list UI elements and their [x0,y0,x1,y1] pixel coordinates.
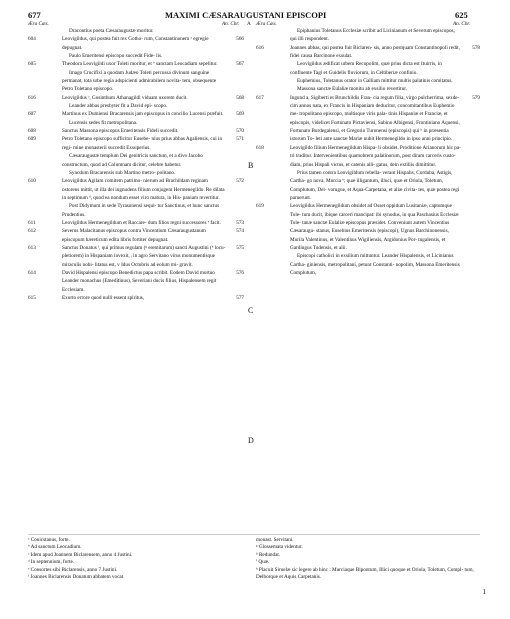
entry-text: Sanctus Donatus ᶠ, qui primus regulam (ᵍ eremitarum) sancti Augustini (ʰ locu- pletiorem) in Hispaniam invexit, ᵢ in agro Servitano virus monumentisque miraculis nobi- litatus est, v Idus Octobris ad eolum mi- gravit. [62,244,226,268]
entry-text: Leovigildo filium Hermenegildum Hispa- li obsidet. Proditione Arianorum hic pa- tri traditur. Intervenientibus quamobrem palatinorum, post diram carceris custo- diam, prius Hispali victus, et catenis alli- gatus, dein extiliis dimittitur. [290,144,461,168]
era-year: 616 [256,44,264,51]
chronicle-entry [256,27,480,44]
era-label-right: Æra Cæs. [256,21,277,27]
chronicle-entry [256,44,480,61]
chronicle-entry [28,69,244,94]
chronicle-entry [28,119,244,127]
entry-text: Leovigildus ædificat urbem Recopolim, quæ prius dicta est Ituirris, in confluente Tagi et Guidelis fluviorum, in Celtiberiæ confinio. [290,61,442,76]
entry-text: Dracontius poeta Cæsaraugustæ moritur. [69,28,154,34]
entry-text: Euphemius, Toletanus orator in Galliam mittitur multis palatinis comitatus. [297,78,453,85]
entry-text: Ingund a, Sigiberti et Brunchildis Fran- cia regum filia, virgo pulcherrima, sexde- cim annos nata, ex Francis in Hispaniam deducitur, concomitantibus Euphemio me- tropolitano episcopo, multisque viris pala- tinis Hispaniæ et Franciæ, et episcopis, videlicet Fortunato Pictaviensi, Sabino Albigensi, Frontiniano Aquensi, Fortunato Burdegalensi, et Gregorio Turonensi (episcopis) qui ᵏ in præsentia istorum To- leti ante sanctæ Mariæ nubit Hermenegildo in ipso anni principio. [290,94,460,143]
chronicle-entry [256,85,480,93]
right-column [256,27,480,277]
entry-text: Leovigildus Hermenegildum et Raccare- dum filios regni successores ᵉ facit. [62,219,221,226]
entry-text: Syncdum Bracarensis sub Martino metro- politano. [69,169,176,176]
margin-marker-a: A [247,21,251,27]
chronicle-entry [256,60,480,77]
footnote: ᵃ Conicstanus, forte. [28,537,70,543]
margin-marker-c: C [248,306,254,315]
era-year: 605 [28,61,36,68]
era-year: 612 [28,228,36,235]
era-year: 616 [28,94,36,101]
footnote: ᶠ Joannes Biclarensis Donatum abbatem vocat [28,574,124,581]
christian-year: 578 [472,44,480,51]
era-year: 604 [28,36,36,43]
footnotes-right [256,537,480,581]
entry-text: Martinus ex Dumiensi Bracarensis jam episcopus in concilio Lucensi præfuit. [62,111,224,118]
era-year: 613 [28,244,36,251]
footnotes-left [28,537,244,581]
era-year: 607 [28,111,36,118]
chronicle-entry [28,27,244,35]
christian-year: 577 [236,295,244,301]
chronicle-entry [28,227,244,244]
era-year: 619 [256,203,264,210]
chronicle-entry [28,202,244,219]
entry-text: Epiphanius Toletanus Ecclesiæ scribit ad Licinianum et Severum episcopos, qui illi respondent. [290,28,455,43]
entry-text: Joannes abbas, qui postea fuit Biclaren- sis, anno postquam Constantinopoli redit, fidei causa Barcinone exsulat. [290,44,460,60]
entry-text: Exorto errore quod nulli essent spiritus, [62,295,145,301]
footnote: ᵈ In septennium, forte. [28,559,75,566]
an-label-right: An. Chr. [453,21,471,27]
christian-year: 576 [236,269,244,276]
entry-text: David Hispalensi episcopo Benedictus papa scribit. Eodem David mortuo Leander monachus (Emeditinus), Severiani ducis filius, Hispalensem regit Ecclesiam. [62,269,217,293]
era-year: 618 [256,144,264,151]
footnote: monast. Servitani. [256,537,294,543]
page-number-left: 677 [28,10,41,20]
entry-text: Imago Crucifixi a quodam Judæo Toleti percussa divinum sanguine permanat, tota urbe regia adspicienti admirabilem novita- tem, obsequente Petro Toletano episcopo. [62,69,217,93]
christian-year: 567 [236,61,244,68]
entry-text: Severus Malacitanus episcopus contra Vincentium Cæsaraugustanum episcopum hæreticum edita libris fortiter depugnat. [62,228,206,243]
footnote-rule [28,534,480,535]
christian-year: 570 [236,128,244,135]
entry-text: Lucensis sedes fit metropolitana. [69,119,138,126]
christian-year: 574 [236,228,244,235]
chronicle-entry [28,135,244,152]
christian-year: 572 [236,178,244,185]
footnote: ᵇ Ad sanctum Leocadium. [28,544,82,551]
margin-marker-d: D [248,436,254,445]
christian-year: 566 [236,36,244,43]
margin-marker-b: B [248,161,254,170]
page-number-bottom: 1 [482,588,486,596]
entry-text: Leander abbas presbyter fit a David epi- scopo. [69,103,168,110]
chronicle-entry [28,127,244,135]
chronicle-entry [256,252,480,277]
chronicle-entry [28,52,244,60]
christian-year: 568 [236,94,244,101]
era-label-left: Æra Cæs. [28,21,49,27]
entry-text: Sanctus Massona episcopus Emeritensis Fideli succedit. [62,128,179,135]
entry-text: Prius tamen contra Leovigildum rebella- verant Hispalis, Corduba, Astigis, Cartha- go nova, Murcia ᵇ; quæ illigantum, illuci, quæ et Oriola, Toletum, Complutum, Del- vorugue, et Aqua-Carpetana, et aliæ civita- tes, quæ postea regi paruerunt. [290,169,460,201]
chronicle-entry [28,35,244,52]
chronicle-entry [28,110,244,118]
era-year: 608 [28,128,36,135]
entry-text: Leovigildus ᶜ, Gosinthum Athanagildi viduam uxorem ducit. [62,94,188,101]
christian-year: 569 [236,111,244,118]
chronicle-entry [28,294,244,302]
chronicle-entry [256,94,480,144]
running-title: MAXIMI CÆSARAUGUSTANI EPISCOPI [165,10,327,20]
chronicle-entry [256,144,480,169]
era-year: 609 [28,136,36,143]
page-number-right: 625 [455,10,468,20]
chronicle-entry [28,152,244,169]
christian-year: 571 [236,136,244,143]
era-year: 610 [28,178,36,185]
entry-text: Theodora Leovigildi uxor Toleti moritur, et ᵇ sanctam Leocadiam sepelitur. [62,61,218,68]
era-year: 611 [28,219,36,226]
christian-year: 579 [472,94,480,101]
chronicle-entry [256,202,480,252]
entry-text: Episcopi catholici in exsilium mittuntur. Leander Hispalensis, et Licinianus Cartha- giniensis, metropolitani, petunt Constanti- nopolim, Massona Emeritensis Complutum, [290,253,460,276]
footnote: ᵏ Placuit Siruelæ sic legere ab hinc : Murciaque Bipontum, Illici quoque et Oriola, Toletum, Compl- tum, Delborque et Aquis Carpetanis. [256,566,474,581]
footnote: ᵉ Consortes sibi Biclarensis, anno 7 Justini. [28,566,118,573]
an-label-left: An. Chr. [222,21,240,27]
footnote: ᶜ Idem apud Joannem Biclarensem, anno 4 Justini. [28,551,133,558]
chronicle-entry [28,94,244,102]
entry-text: Leovigildus, qui postea fuit rex Gotho- rum, Constantinonem ᵃ egregie depugnat. [62,36,209,51]
chronicle-entry [28,177,244,202]
footnote: ʰ Redundat. [256,551,281,558]
entry-text: Post Didymum in sede Tyrasonensi sequi- tur Sanctinus, et hunc sanctus Prudentius. [62,203,220,218]
christian-year: 573 [236,219,244,226]
footnote: ⁱ Quæ. [256,559,270,566]
chronicle-entry [256,77,480,85]
chronicle-entry [28,219,244,227]
left-column [28,27,244,302]
chronicle-entry [28,102,244,110]
entry-text: Petro Toletano episcopo sufficitur Eusebe- nius prius abbas Agaliensis, cui in regi- mine monasterii succedit Exsuperius. [62,136,223,151]
entry-text: Paulo Emeritensi episcopo succedit Fide- lis. [69,53,163,60]
entry-text: Leovigildus Hermenegildum obsidet ad Osset oppidum Lusitaniæ, captumque Tole- tum ducit, ibique carceri mancipat: ibi synodus, in qua Paschasius Ecclesiæ Tole- tanæ sanctæ Eulaliæ episcopus præsidet. Conveniunt autem Vincentius Cæsaraugu- stanus, Eusebius Emeritensis (episcopi), Ugnus Barchinonensis, Murila Valentinus, et Valentinus Wigiliensis, Argidonius Por- tugalensis, et Gardingus Tudensis, et alii. [290,203,459,251]
era-year: 615 [28,295,36,301]
era-year: 614 [28,269,36,276]
entry-text: Leovigildus Agilam comitem patrimo- nierum ad Brachildam reginam ostorens mittit, ut illa dei ingnudens filium conjugem Hermenegildo. Re dilata in septimum ᵈ, quod ea nondum esset viro matura, in His- paniam revertitur. [62,178,225,201]
chronicle-entry [28,169,244,177]
entry-text: Massona sanctæ Eulaliæ monitu ab exsilio revertitur. [297,86,407,93]
chronicle-entry [28,269,244,294]
christian-year: 575 [236,244,244,251]
chronicle-entry [28,244,244,269]
era-year: 617 [256,94,264,101]
chronicle-entry [28,60,244,68]
chronicle-entry [256,169,480,202]
entry-text: Cæsaraugustæ templum Dei genitricis sanctum, et a divo Jacobo constructum, quod ad Columnam dicitur, celebre habetur. [62,153,203,168]
footnote: ᵍ Glossemata videntur. [256,544,303,551]
